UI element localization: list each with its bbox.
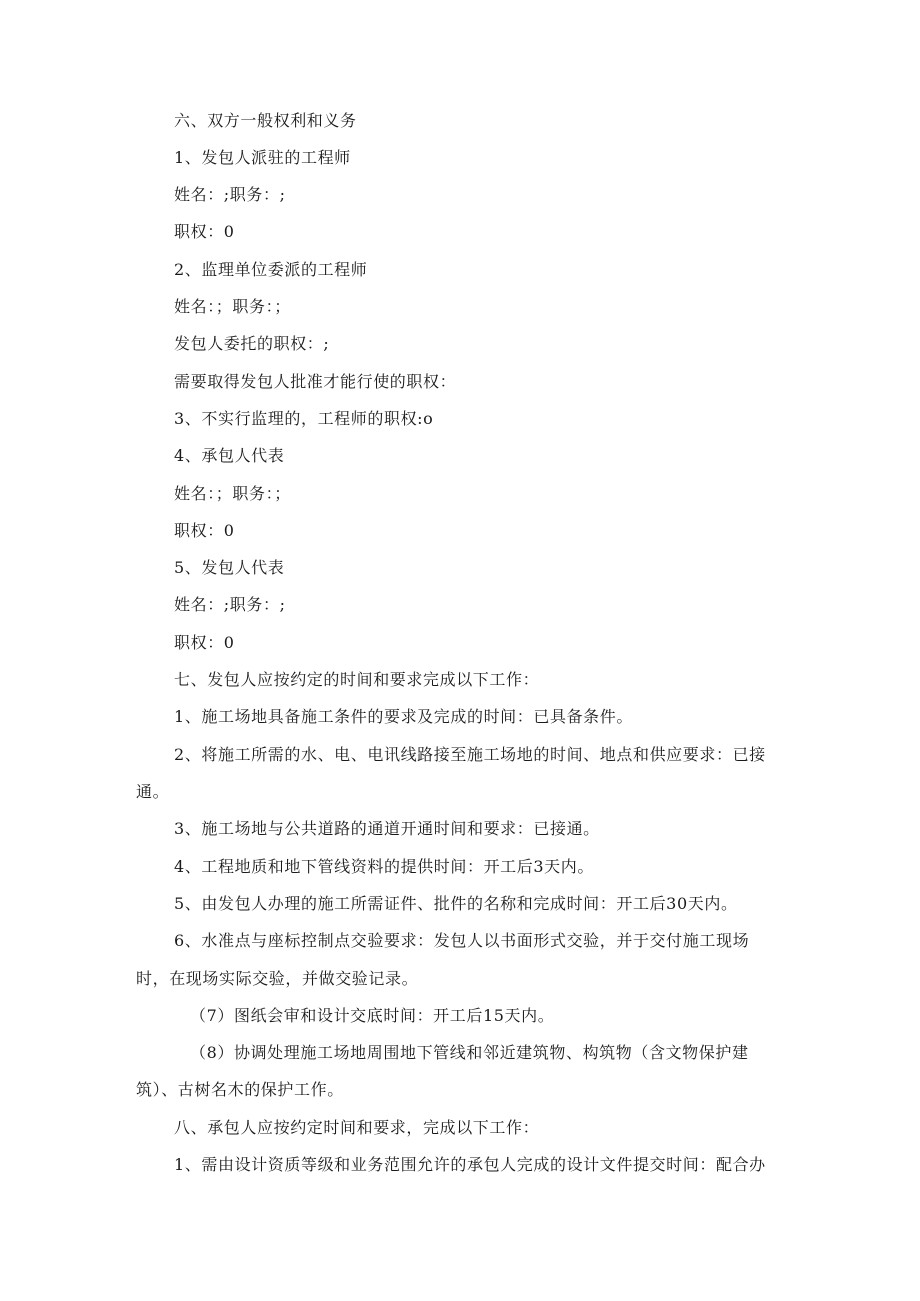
paragraph-line: 职权：0 [174, 633, 235, 652]
section-heading-6: 六、双方一般权利和义务 [174, 111, 357, 130]
paragraph-line: 发包人委托的职权：; [174, 334, 330, 353]
paragraph-line: （7）图纸会审和设计交底时间：开工后15天内。 [190, 1006, 555, 1025]
paragraph-line: （8）协调处理施工场地周围地下管线和邻近建筑物、构筑物（含文物保护建 [190, 1043, 749, 1062]
paragraph-line: 4、工程地质和地下管线资料的提供时间：开工后3天内。 [174, 857, 594, 876]
paragraph-line: 姓名：;职务：; [174, 185, 286, 204]
paragraph-line: 4、承包人代表 [174, 446, 285, 465]
paragraph-line: 职权：0 [174, 222, 235, 241]
paragraph-line: 1、需由设计资质等级和业务范围允许的承包人完成的设计文件提交时间：配合办 [174, 1155, 766, 1174]
paragraph-line: 筑）、古树名木的保护工作。 [136, 1080, 344, 1099]
paragraph-line: 姓名：;职务：; [174, 595, 286, 614]
paragraph-line: 2、将施工所需的水、电、电讯线路接至施工场地的时间、地点和供应要求：已接 [174, 745, 766, 764]
paragraph-line: 3、不实行监理的，工程师的职权:o [174, 409, 434, 428]
paragraph-line: 通。 [136, 782, 170, 801]
paragraph-line: 时，在现场实际交验，并做交验记录。 [136, 969, 419, 988]
paragraph-line: 5、由发包人办理的施工所需证件、批件的名称和完成时间：开工后30天内。 [174, 894, 738, 913]
section-heading-8: 八、承包人应按约定时间和要求，完成以下工作： [174, 1118, 540, 1137]
section-heading-7: 七、发包人应按约定的时间和要求完成以下工作： [174, 670, 540, 689]
paragraph-line: 1、发包人派驻的工程师 [174, 148, 351, 167]
paragraph-line: 职权：0 [174, 521, 235, 540]
paragraph-line: 1、施工场地具备施工条件的要求及完成的时间：已具备条件。 [174, 707, 633, 726]
paragraph-line: 2、监理单位委派的工程师 [174, 260, 368, 279]
paragraph-line: 6、水准点与座标控制点交验要求：发包人以书面形式交验，并于交付施工现场 [174, 931, 750, 950]
paragraph-line: 姓名：；职务：； [174, 484, 291, 503]
paragraph-line: 需要取得发包人批准才能行使的职权： [174, 372, 457, 391]
paragraph-line: 姓名：；职务：； [174, 297, 291, 316]
paragraph-line: 5、发包人代表 [174, 558, 285, 577]
paragraph-line: 3、施工场地与公共道路的通道开通时间和要求：已接通。 [174, 819, 600, 838]
